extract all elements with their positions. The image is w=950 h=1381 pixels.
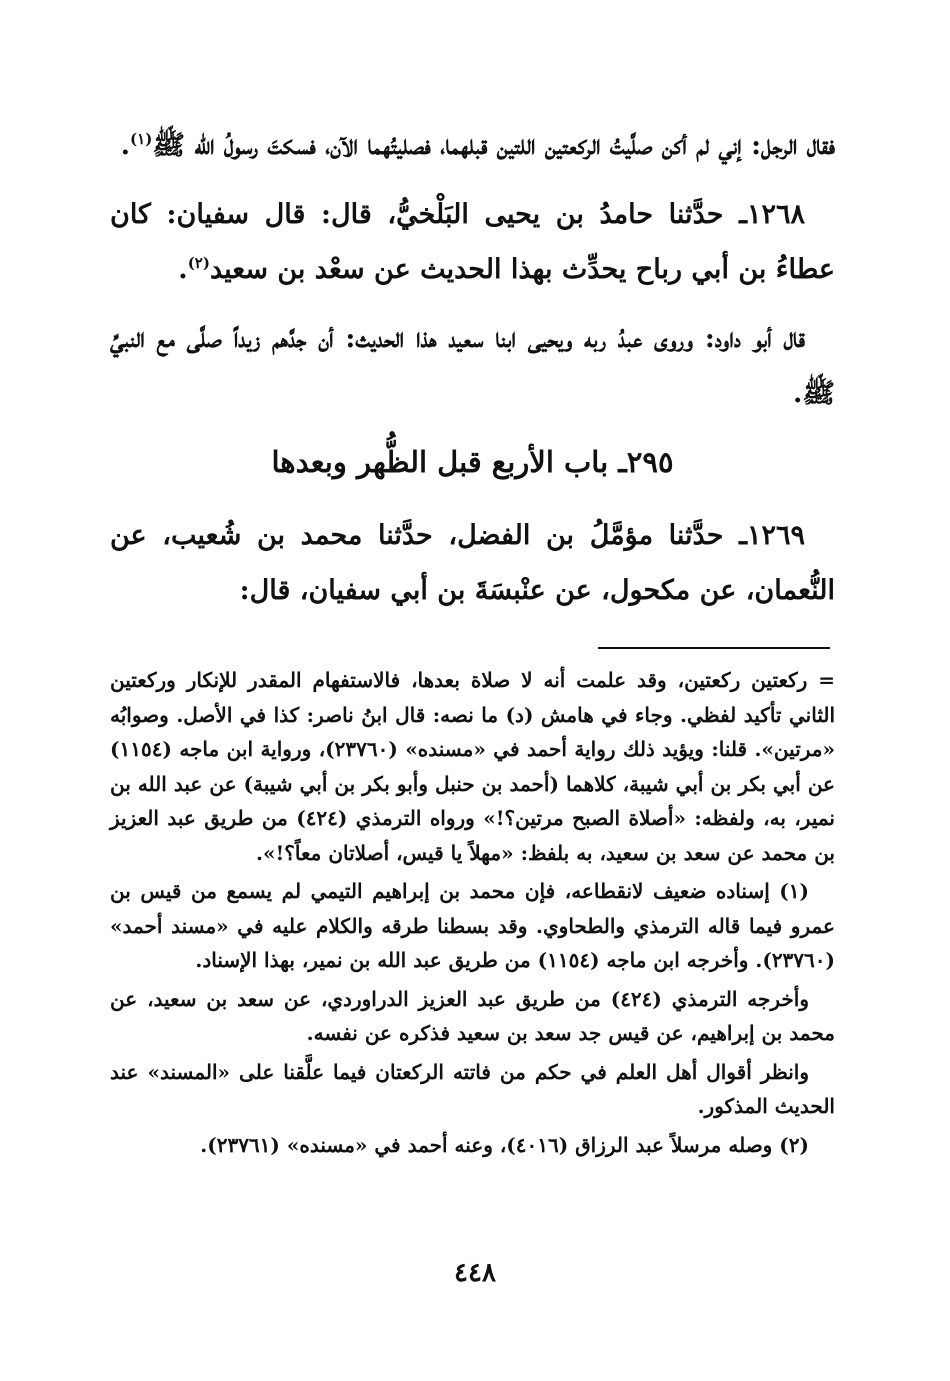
abu-dawud-note: قال أبو داود: وروى عبدُ ربه ويحيى ابنا سعيد هذا الحديث: أن جدَّهم زيداً صلَّى مع النبيِّ ﷺ. <box>110 323 835 409</box>
footnote-separator <box>598 647 830 649</box>
footnote-1-b: وأخرجه الترمذي (٤٢٤) من طريق عبد العزيز الدراوردي، عن سعد بن سعيد، عن محمد بن إبراهيم، عن قيس جد سعد بن سعيد فذكره عن نفسه. <box>110 986 835 1045</box>
footnote-2: (٢) وصله مرسلاً عبد الرزاق (٤٠١٦)، وعنه أحمد في «مسنده» (٢٣٧٦١). <box>200 1132 809 1157</box>
footnote-continuation: = ركعتين ركعتين، وقد علمت أنه لا صلاة بعدها، فالاستفهام المقدر للإنكار وركعتين الثاني تأكيد لفظي. وجاء في هامش (د) ما نصه: قال ابنُ ناصر: كذا في الأصل. وصوابُه «مرتين». قلنا: ويؤيد ذلك رواية أحمد في «مسنده» (٢٣٧٦٠)، ورواية ابن ماجه (١١٥٤) عن أبي بكر بن أبي شيبة، كلاهما (أحمد بن حنبل وأبو بكر بن أبي شيبة) عن عبد الله بن نمير، به، ولفظه: «أصلاة الصبح مرتين؟!» ورواه الترمذي (٤٢٤) من طريق عبد العزيز بن محمد عن سعد بن سعيد، به بلفظ: «مهلاً يا قيس، أصلاتان معاً؟!». <box>110 668 836 865</box>
chapter-heading: ٢٩٥ـ باب الأربع قبل الظُّهر وبعدها <box>271 445 674 479</box>
main-text <box>110 118 835 632</box>
footnote-1: (١) إسناده ضعيف لانقطاعه، فإن محمد بن إبراهيم التيمي لم يسمع من قيس بن عمرو فيما قاله الترمذي والطحاوي. وقد بسطنا طرقه والكلام عليه في «مسند أحمد» (٢٣٧٦٠). وأخرجه ابن ماجه (١١٥٤) من طريق عبد الله بن نمير، بهذا الإسناد. <box>110 879 835 972</box>
paragraph-1-text: فقال الرجل: إني لم أكن صلَّيتُ الركعتين اللتين قبلهما، فصليتُهما الآن، فسكتَ رسولُ الله ﷺ <box>152 130 835 161</box>
hadith-1269: ١٢٦٩ـ حدَّثنا مؤمَّلُ بن الفضل، حدَّثنا محمد بن شُعيب، عن النُّعمان، عن مكحول، عن عنْبسَةَ بن أبي سفيان، قال: <box>110 520 835 606</box>
page-number: ٤٤٨ <box>454 1258 496 1288</box>
paragraph-1-end: . <box>120 130 131 161</box>
footnote-ref-2[interactable]: (٢) <box>187 254 210 272</box>
footnote-1-c: وانظر أقوال أهل العلم في حكم من فاتته الركعتان فيما علَّقنا على «المسند» عند الحديث المذكور. <box>110 1059 835 1118</box>
hadith-1268-text: ١٢٦٨ـ حدَّثنا حامدُ بن يحيى البَلْخيُّ، قال: قال سفيان: كان عطاءُ بن أبي رباح يحدِّث بهذا الحديث عن سعْد بن سعيد <box>110 199 835 285</box>
hadith-1268 <box>110 187 835 297</box>
footnotes <box>110 663 835 1166</box>
footnote-ref-1[interactable]: (١) <box>130 130 153 148</box>
paragraph-1 <box>110 118 835 173</box>
hadith-1268-end: . <box>178 254 188 285</box>
